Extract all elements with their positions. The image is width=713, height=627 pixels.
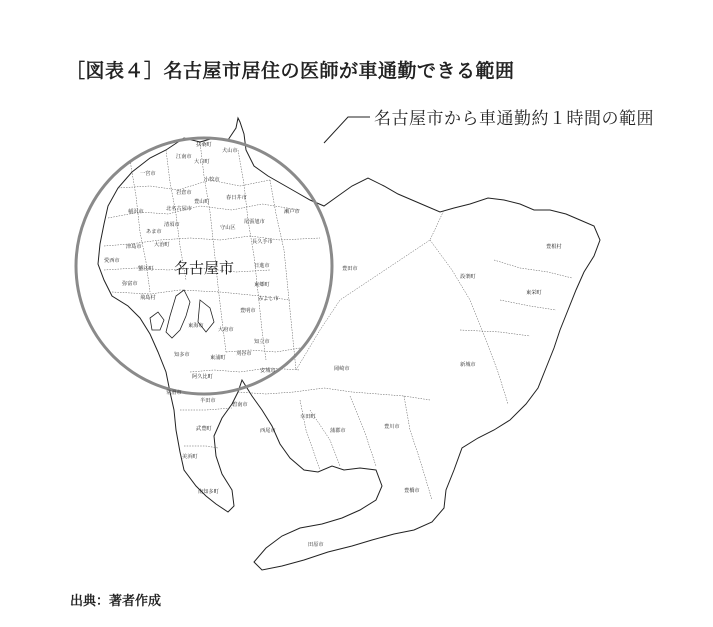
label-shitara: 設楽町 <box>460 274 476 280</box>
label-kiyosu: 清須市 <box>164 222 180 228</box>
label-inazawa: 稲沢市 <box>128 209 144 215</box>
label-taketoyo: 武豊町 <box>196 426 212 432</box>
label-chita: 知多市 <box>174 352 190 358</box>
label-komaki: 小牧市 <box>204 177 220 183</box>
label-obu: 大府市 <box>218 327 234 333</box>
prefecture-outline <box>98 118 600 570</box>
label-kota: 幸田町 <box>300 414 316 420</box>
label-inuyama: 犬山市 <box>222 148 238 154</box>
label-nisshin: 日進市 <box>254 263 270 269</box>
label-nishio: 西尾市 <box>260 428 276 434</box>
label-yatomi: 弥富市 <box>122 281 138 287</box>
label-toyohashi: 豊橋市 <box>404 488 420 494</box>
label-oguchi: 大口町 <box>194 159 210 165</box>
label-hekinan: 碧南市 <box>232 402 248 408</box>
label-toyone: 豊根村 <box>546 244 562 250</box>
figure-title: ［図表４］名古屋市居住の医師が車通勤できる範囲 <box>66 60 515 82</box>
label-gamagori: 蒲郡市 <box>330 428 346 434</box>
label-tobishima: 飛島村 <box>140 295 156 301</box>
label-ichinomiya: 一宮市 <box>140 171 156 177</box>
label-okazaki: 岡崎市 <box>334 366 350 372</box>
label-minamichita: 南知多町 <box>198 489 219 495</box>
label-toei: 東栄町 <box>526 290 542 296</box>
label-fuso: 扶桑町 <box>196 142 212 148</box>
label-konan: 江南市 <box>176 154 192 160</box>
label-owariasahi: 尾張旭市 <box>244 219 265 225</box>
label-handa: 半田市 <box>200 398 216 404</box>
label-kasugai: 春日井市 <box>226 195 247 201</box>
label-anjo: 安城市 <box>260 368 276 374</box>
label-toyoake: 豊明市 <box>240 308 256 314</box>
label-moriyama: 守山区 <box>220 225 236 231</box>
label-toyota: 豊田市 <box>342 266 358 272</box>
label-seto: 瀬戸市 <box>284 209 300 215</box>
label-higashiura: 東浦町 <box>210 355 226 361</box>
label-mihama: 美浜町 <box>182 454 198 460</box>
label-chiryu: 知立市 <box>254 339 270 345</box>
label-kanie: 蟹江町 <box>138 266 154 272</box>
source-note: 出典：著者作成 <box>70 594 162 609</box>
label-toyoyama: 豊山町 <box>194 199 210 205</box>
label-tokoname: 常滑市 <box>166 390 182 396</box>
label-miyoshi: みよし市 <box>258 296 279 302</box>
label-nagoya: 名古屋市 <box>174 259 235 277</box>
label-tahara: 田原市 <box>308 542 324 548</box>
label-oharu: 大治町 <box>154 242 170 248</box>
label-tsushima: 津島市 <box>126 244 142 250</box>
label-kitanagoya: 北名古屋市 <box>166 206 192 212</box>
callout-leader-line <box>324 117 370 143</box>
label-aisai: 愛西市 <box>104 258 120 264</box>
label-togo: 東郷町 <box>254 282 270 288</box>
label-iwakura: 岩倉市 <box>176 190 192 196</box>
label-shinshiro: 新城市 <box>460 362 476 368</box>
label-tokai: 東海市 <box>188 323 204 329</box>
label-toyokawa: 豊川市 <box>384 424 400 430</box>
label-nagakute: 長久手市 <box>252 239 273 245</box>
callout-label: 名古屋市から車通勤約１時間の範囲 <box>374 109 654 129</box>
label-ama: あま市 <box>146 229 162 235</box>
label-agui: 阿久比町 <box>192 374 213 380</box>
label-kariya: 刈谷市 <box>236 351 252 357</box>
